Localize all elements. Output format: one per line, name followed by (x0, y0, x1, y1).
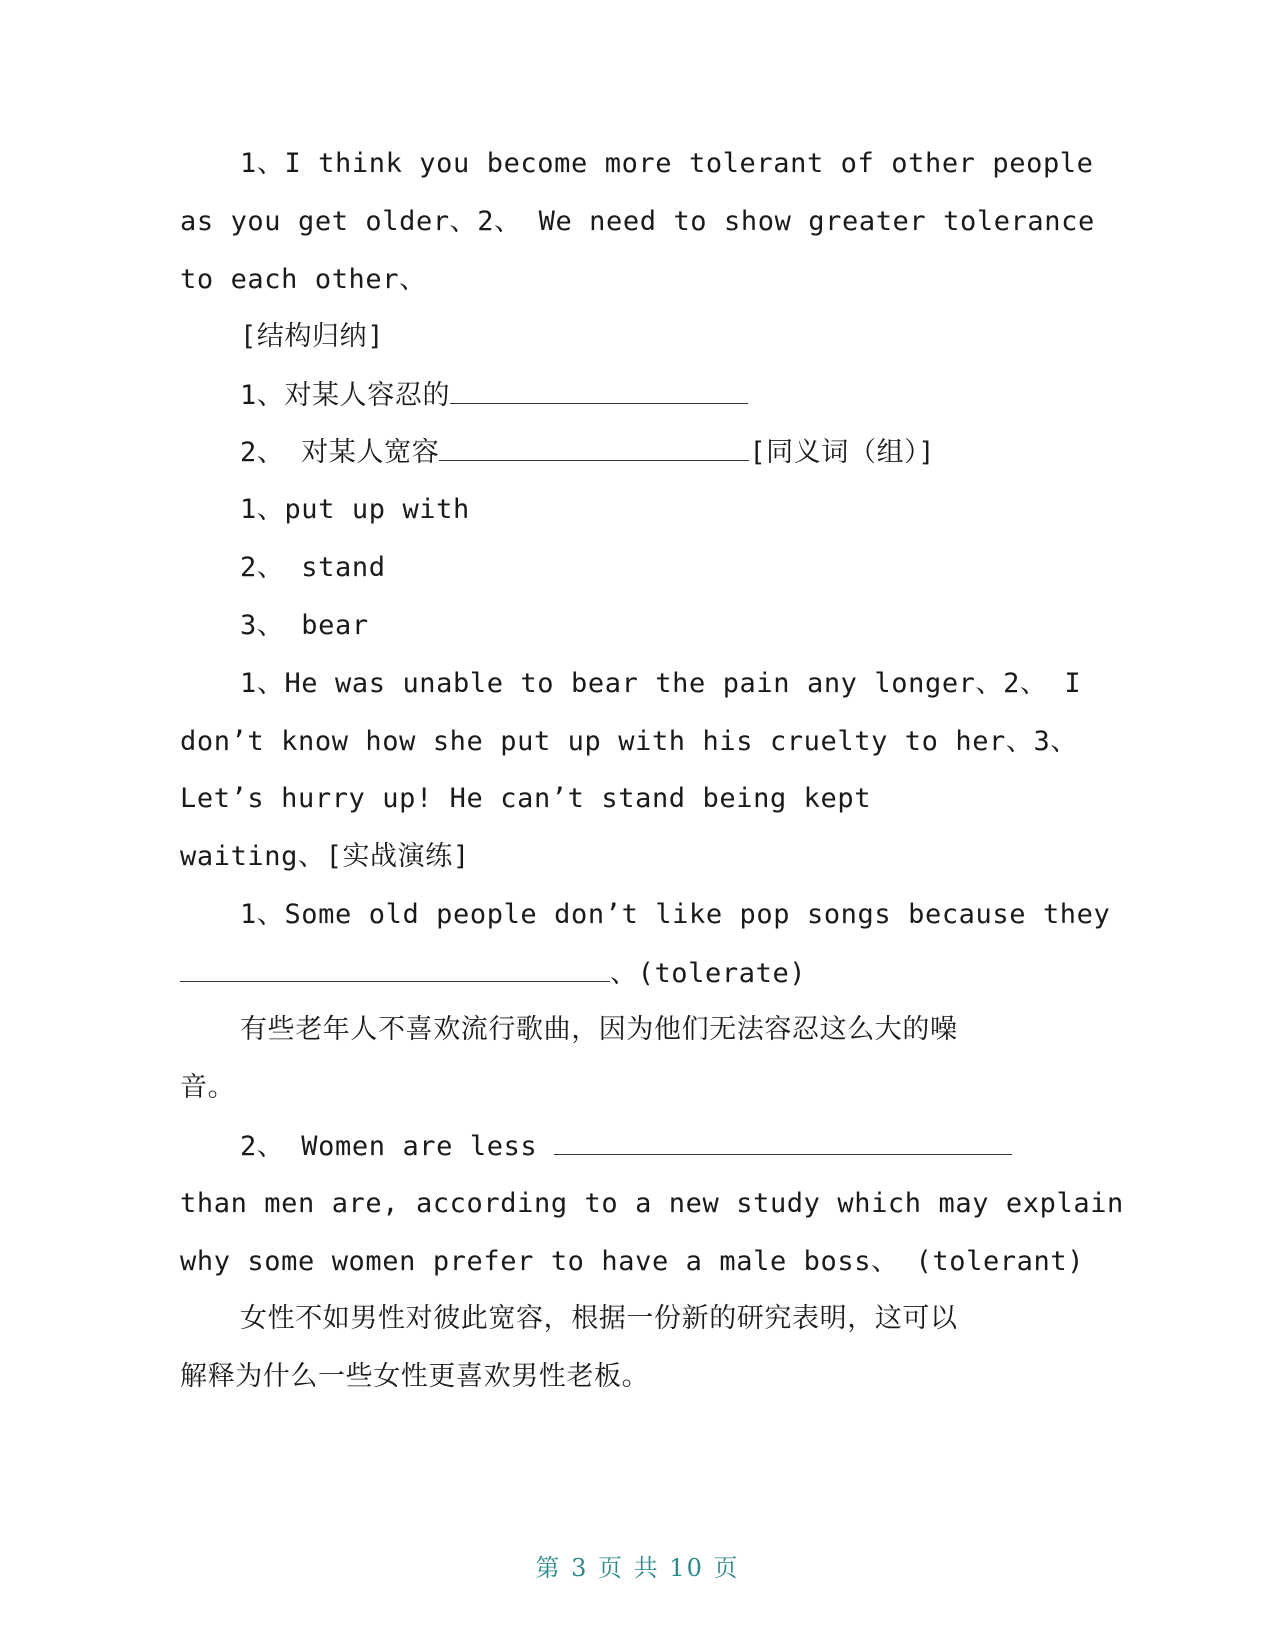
synonym-item: 2、 stand (240, 552, 386, 583)
answer-blank[interactable] (439, 434, 749, 461)
paragraph-line: 1、I think you become more tolerant of other people (240, 148, 1094, 179)
answer-blank[interactable] (180, 955, 610, 982)
exercise-line: than men are, according to a new study which may explain (180, 1188, 1124, 1219)
fill-in-item (240, 434, 935, 471)
translation-line: 解释为什么一些女性更喜欢男性老板。 (180, 1361, 650, 1392)
paragraph-line: Let’s hurry up! He can’t stand being kept (180, 783, 872, 814)
paragraph-line: as you get older、2、 We need to show greater tolerance (180, 206, 1095, 237)
exercise-line (240, 1128, 1012, 1165)
item-text: 2、 Women are less (240, 1131, 555, 1162)
answer-blank[interactable] (554, 1128, 1012, 1155)
synonym-item: 1、put up with (240, 494, 470, 525)
answer-blank[interactable] (450, 377, 748, 404)
exercise-line: why some women prefer to have a male boss、 (tolerant) (180, 1246, 1085, 1277)
synonym-item: 3、 bear (240, 610, 369, 641)
translation-line: 有些老年人不喜欢流行歌曲，因为他们无法容忍这么大的噪 (240, 1014, 958, 1045)
section-heading: [同义词（组）] (749, 437, 936, 468)
paragraph-line: waiting、[实战演练] (180, 841, 470, 872)
paragraph-line: 1、He was unable to bear the pain any longer、2、 I (240, 668, 1082, 699)
item-text: 、(tolerate) (610, 958, 807, 989)
fill-in-item (240, 377, 748, 414)
exercise-line (180, 955, 806, 992)
item-text: 1、对某人容忍的 (240, 380, 451, 411)
translation-line: 女性不如男性对彼此宽容，根据一份新的研究表明，这可以 (240, 1303, 958, 1334)
section-heading: [结构归纳] (240, 321, 385, 352)
translation-line: 音。 (180, 1072, 236, 1103)
exercise-line: 1、Some old people don’t like pop songs because they (240, 899, 1111, 930)
paragraph-line: don’t know how she put up with his cruelty to her、3、 (180, 726, 1078, 757)
page-number-footer: 第 3 页 共 10 页 (535, 1554, 740, 1582)
paragraph-line: to each other、 (180, 264, 427, 295)
item-text: 2、 对某人宽容 (240, 437, 440, 468)
